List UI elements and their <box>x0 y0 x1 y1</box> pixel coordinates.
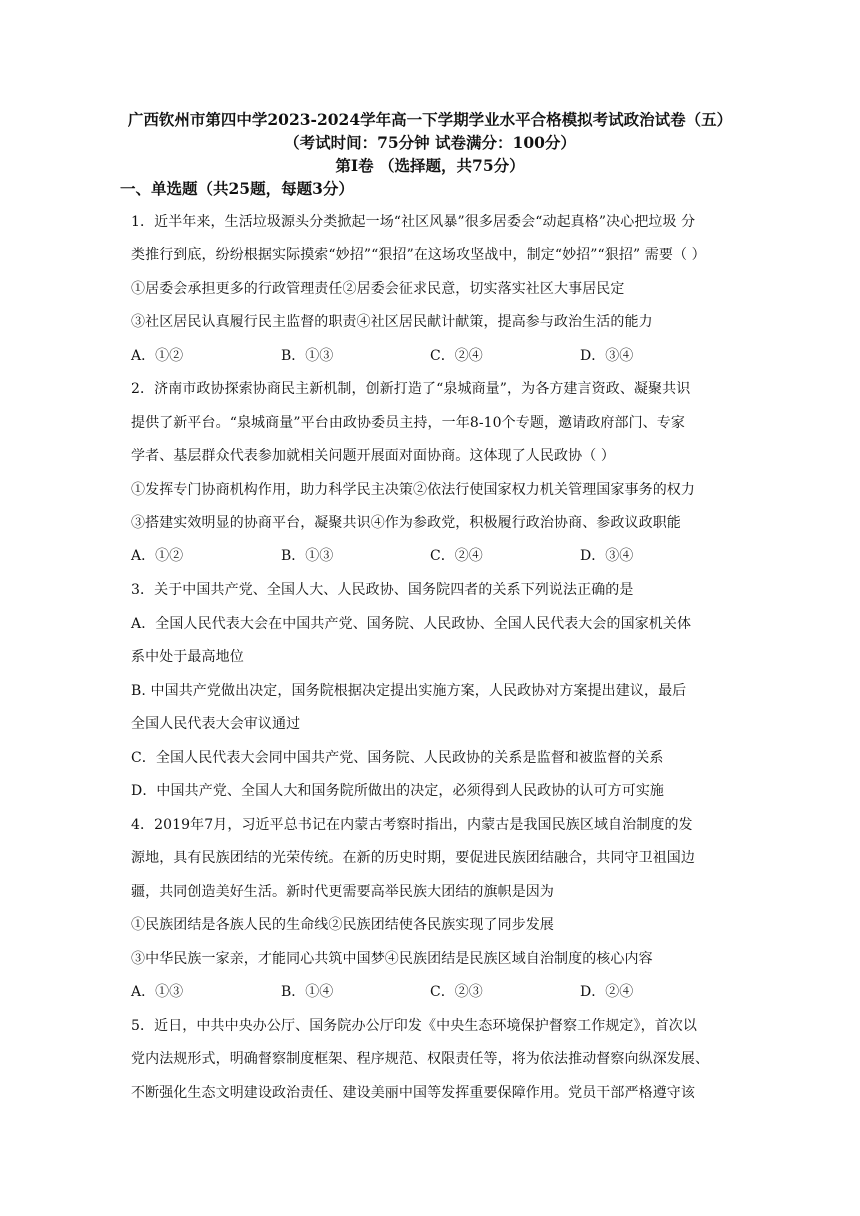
q2-line-5: ③搭建实效明显的协商平台，凝聚共识④作为参政党，积极履行政治协商、参政议政职能 <box>131 515 681 531</box>
q1-option-c: C．②④ <box>430 348 483 364</box>
q1-option-b: B．①③ <box>281 348 334 364</box>
q3-line-1: 3．关于中国共产党、全国人大、人民政协、国务院四者的关系下列说法正确的是 <box>131 582 634 598</box>
q3-line-5: 全国人民代表大会审议通过 <box>131 716 301 732</box>
q5-line-2: 党内法规形式，明确督察制度框架、程序规范、权限责任等，将为依法推动督察向纵深发展、 <box>131 1051 710 1067</box>
q1-line-1: 1．近半年来，生活垃圾源头分类掀起一场“社区风暴”很多居委会“动起真格”决心把垃圾 分 <box>131 214 696 230</box>
exam-title: 广西钦州市第四中学2023-2024学年高一下学期学业水平合格模拟考试政治试卷（五） <box>127 110 733 129</box>
section-title: 一、单选题（共25题，每题3分） <box>120 179 354 198</box>
q4-option-b: B．①④ <box>281 984 334 1000</box>
q4-option-c: C．②③ <box>430 984 483 1000</box>
q3-line-2: A．全国人民代表大会在中国共产党、国务院、人民政协、全国人民代表大会的国家机关体 <box>131 616 692 632</box>
q4-line-5: ③中华民族一家亲，才能同心共筑中国梦④民族团结是民族区域自治制度的核心内容 <box>131 951 653 967</box>
q1-option-d: D．③④ <box>580 348 634 364</box>
q4-option-a: A．①③ <box>131 984 184 1000</box>
q2-line-4: ①发挥专门协商机构作用，助力科学民主决策②依法行使国家权力机关管理国家事务的权力 <box>131 482 695 498</box>
exam-subtitle: （考试时间：75分钟 试卷满分：100分） <box>284 133 576 152</box>
q3-line-7: D．中国共产党、全国人大和国务院所做出的决定，必须得到人民政协的认可方可实施 <box>131 783 665 799</box>
q2-line-3: 学者、基层群众代表参加就相关问题开展面对面协商。这体现了人民政协（ ） <box>131 448 615 464</box>
q4-option-d: D．②④ <box>580 984 634 1000</box>
q3-line-6: C．全国人民代表大会同中国共产党、国务院、人民政协的关系是监督和被监督的关系 <box>131 750 664 766</box>
q4-line-4: ①民族团结是各族人民的生命线②民族团结使各民族实现了同步发展 <box>131 917 554 933</box>
q1-option-a: A．①② <box>131 348 184 364</box>
q2-option-d: D．③④ <box>580 548 634 564</box>
q2-option-a: A．①② <box>131 548 184 564</box>
q1-line-2: 类推行到底，纷纷根据实际摸索“妙招”“狠招”在这场攻坚战中，制定“妙招”“狠招” 需要（ ） <box>131 247 706 263</box>
q4-line-3: 疆，共同创造美好生活。新时代更需要高举民族大团结的旗帜是因为 <box>131 884 554 900</box>
q2-line-2: 提供了新平台。“泉城商量”平台由政协委员主持，一年8-10个专题，邀请政府部门、专家 <box>131 415 685 431</box>
q2-option-c: C．②④ <box>430 548 483 564</box>
q3-line-3: 系中处于最高地位 <box>131 649 244 665</box>
q5-line-1: 5．近日，中共中央办公厅、国务院办公厅印发《中央生态环境保护督察工作规定》，首次以 <box>131 1018 698 1034</box>
q1-line-3: ①居委会承担更多的行政管理责任②居委会征求民意，切实落实社区大事居民定 <box>131 281 625 297</box>
q1-line-4: ③社区居民认真履行民主监督的职责④社区居民献计献策，提高参与政治生活的能力 <box>131 314 653 330</box>
q2-line-1: 2．济南市政协探索协商民主新机制，创新打造了“泉城商量”，为各方建言资政、凝聚共识 <box>131 381 691 397</box>
q4-line-2: 源地，具有民族团结的光荣传统。在新的历史时期，要促进民族团结融合，共同守卫祖国边 <box>131 850 695 866</box>
part-heading: 第I卷 （选择题，共75分） <box>335 156 525 175</box>
q2-option-b: B．①③ <box>281 548 334 564</box>
q4-line-1: 4．2019年7月，习近平总书记在内蒙古考察时指出，内蒙古是我国民族区域自治制度的发 <box>131 817 693 833</box>
q5-line-3: 不断强化生态文明建设政治责任、建设美丽中国等发挥重要保障作用。党员干部严格遵守该 <box>131 1085 695 1101</box>
q3-line-4: B. 中国共产党做出决定，国务院根据决定提出实施方案，人民政协对方案提出建议，最后 <box>131 683 687 699</box>
